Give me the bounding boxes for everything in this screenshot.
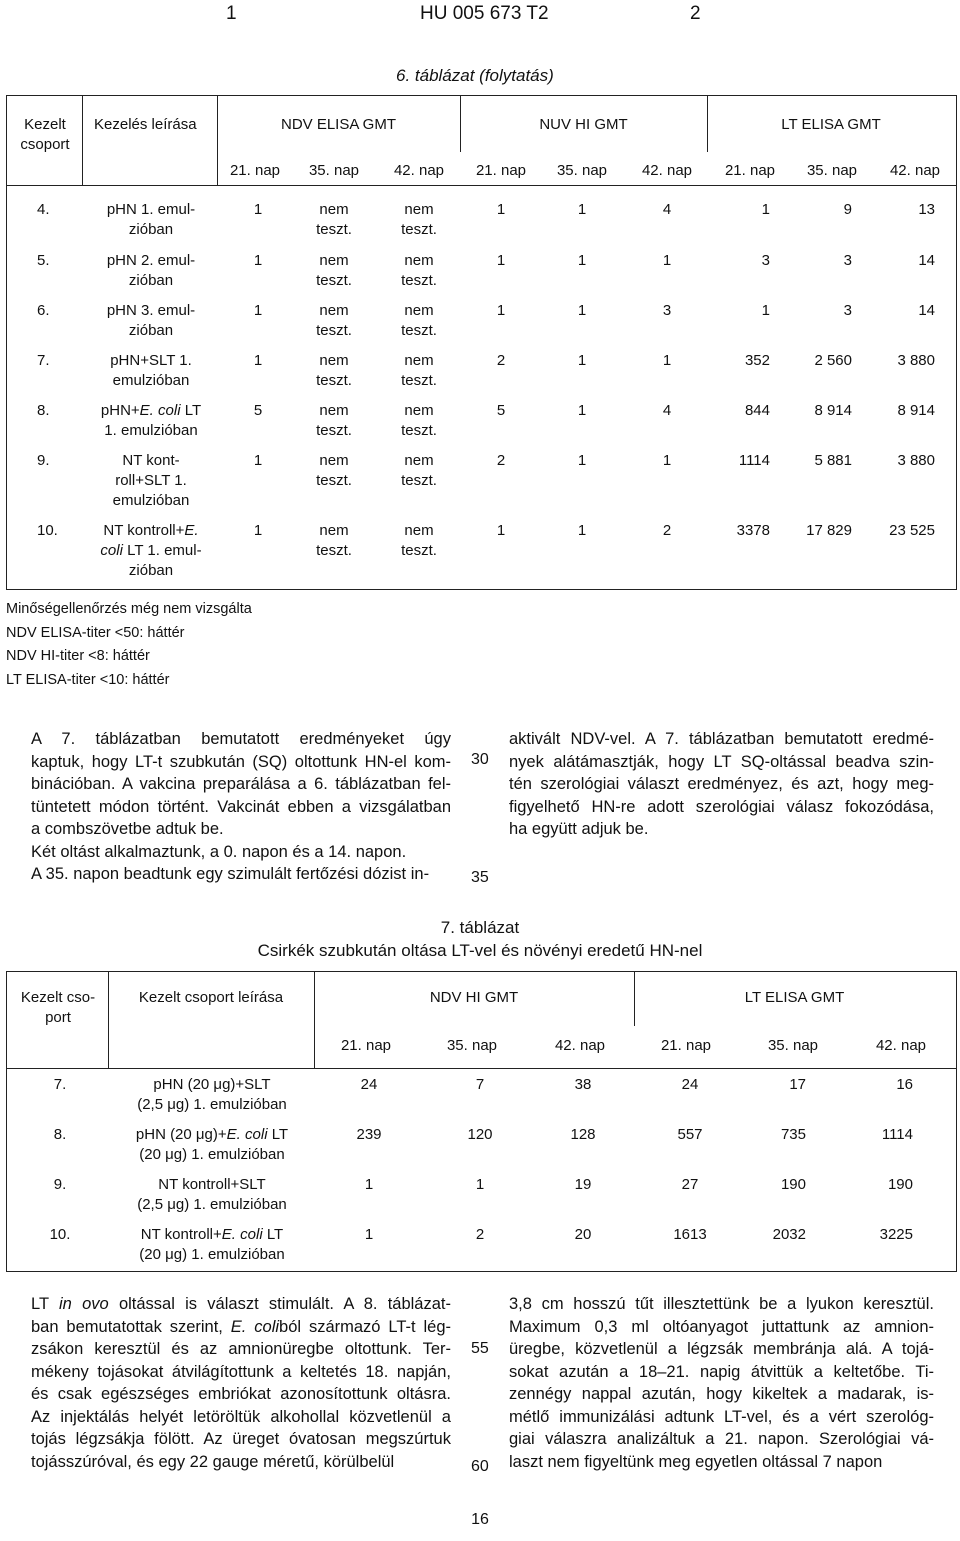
value-cell: 2 bbox=[662, 522, 672, 539]
ndv-42: nem teszt. bbox=[401, 522, 437, 559]
text-line: ha együtt adjuk be. bbox=[509, 820, 649, 838]
ndv-42: nem teszt. bbox=[401, 302, 437, 339]
ndv-42: nem teszt. bbox=[401, 402, 437, 439]
value-cell: 1 bbox=[761, 201, 770, 218]
row-group: 8. bbox=[53, 1126, 67, 1143]
row-group: 10. bbox=[49, 1226, 71, 1243]
value-cell: 735 bbox=[780, 1126, 806, 1143]
text-line: kaptuk, hogy LT-t szubkután (SQ) oltottunk HN-el kom- bbox=[31, 752, 451, 771]
row-group: 9. bbox=[53, 1176, 67, 1193]
row-description: pHN 2. emul- zióban bbox=[106, 252, 196, 289]
row-description: NT kontroll+SLT (2,5 μg) 1. emulzióban bbox=[137, 1176, 287, 1213]
page-number: 16 bbox=[471, 1511, 489, 1528]
value-cell: 8 914 bbox=[814, 402, 852, 419]
value-cell: 5 881 bbox=[814, 452, 852, 469]
ndv-42: nem teszt. bbox=[401, 452, 437, 489]
line-number-30: 30 bbox=[471, 751, 489, 768]
value-cell: 1 bbox=[364, 1226, 374, 1243]
value-cell: 844 bbox=[744, 402, 770, 419]
value-cell: 8 914 bbox=[897, 402, 935, 419]
text-line: Maximum 0,3 ml oltóanyagot juttattunk az amnion- bbox=[509, 1317, 934, 1336]
text-line: sokat azután a 18–21. napig átvittük a keltetőbe. Ti- bbox=[509, 1362, 934, 1381]
text-line: A 35. napon beadtunk egy szimulált fertőzési dózist in- bbox=[31, 865, 430, 883]
value-cell: 3 bbox=[662, 302, 672, 319]
row-group: 9. bbox=[37, 452, 50, 469]
table7-day-header: 21. nap bbox=[340, 1037, 392, 1054]
value-cell: 190 bbox=[780, 1176, 806, 1193]
text-line: tén szerológiai választ eredményez, és azt, hogy meg- bbox=[509, 775, 934, 793]
text-line: 3,8 cm hosszú tűt illesztettünk be a lyukon keresztül. bbox=[509, 1295, 934, 1313]
table6-day-header: 35. nap bbox=[308, 162, 360, 179]
text-line: ban bemutatottak szerint, E. coliból származó LT-t lég- bbox=[31, 1317, 451, 1336]
value-cell: 1 bbox=[496, 302, 506, 319]
table7-header-desc: Kezelt csoport leírása bbox=[138, 989, 284, 1006]
body-text-right-2 bbox=[509, 1293, 934, 1473]
value-cell: 3 bbox=[843, 302, 852, 319]
ndv-42: nem teszt. bbox=[401, 352, 437, 389]
table6-day-header: 21. nap bbox=[229, 162, 281, 179]
row-description: pHN 3. emul- zióban bbox=[106, 302, 196, 339]
value-cell: 1 bbox=[577, 402, 587, 419]
text-line: Az injektálás helyét letöröltük alkohollal közvetlenül a bbox=[31, 1407, 451, 1426]
table7-caption-title: Csirkék szubkután oltása LT-vel és növényi eredetű HN-nel bbox=[257, 941, 703, 960]
text-line: a combszövetbe adtuk be. bbox=[31, 820, 224, 838]
value-cell: 3 bbox=[761, 252, 770, 269]
row-description: pHN (20 μg)+E. coli LT (20 μg) 1. emulzióban bbox=[135, 1126, 289, 1163]
text-line: zennégy nappal azután, hogy kikeltek a madarak, is- bbox=[509, 1385, 934, 1403]
text-line: nyek alátámasztják, hogy LT SQ-oltással beadva szin- bbox=[509, 752, 934, 771]
value-cell: 2 bbox=[475, 1226, 485, 1243]
table7-header-ndv: NDV HI GMT bbox=[429, 989, 519, 1006]
ndv-35: nem teszt. bbox=[316, 402, 352, 439]
table7-caption-number: 7. táblázat bbox=[440, 918, 520, 937]
value-cell: 5 bbox=[496, 402, 506, 419]
value-cell: 7 bbox=[475, 1076, 485, 1093]
row-group: 7. bbox=[37, 352, 50, 369]
row-description: pHN+E. coli LT 1. emulzióban bbox=[100, 402, 202, 439]
value-cell: 190 bbox=[887, 1176, 913, 1193]
value-cell: 24 bbox=[360, 1076, 378, 1093]
value-cell: 24 bbox=[681, 1076, 699, 1093]
ndv-21: 1 bbox=[253, 352, 263, 369]
text-line: tojás légzsákja fölött. Az üreget óvatosan megszúrtuk bbox=[31, 1430, 451, 1448]
value-cell: 16 bbox=[896, 1076, 913, 1093]
ndv-35: nem teszt. bbox=[316, 352, 352, 389]
ndv-21: 1 bbox=[253, 452, 263, 469]
row-description: NT kontroll+E. coli LT 1. emul- zióban bbox=[100, 522, 202, 579]
value-cell: 1 bbox=[577, 352, 587, 369]
row-description: NT kont- roll+SLT 1. emulzióban bbox=[112, 452, 190, 509]
text-line: LT in ovo oltással is választ stimulált. A 8. táblázat- bbox=[31, 1295, 451, 1313]
table6-header-lt: LT ELISA GMT bbox=[781, 116, 881, 133]
row-description: pHN 1. emul- zióban bbox=[106, 201, 196, 238]
value-cell: 38 bbox=[574, 1076, 592, 1093]
table6-note: LT ELISA-titer <10: háttér bbox=[6, 671, 170, 688]
ndv-35: nem teszt. bbox=[316, 201, 352, 238]
text-line: zsákon keresztül és az amnionüregbe oltottunk. Ter- bbox=[31, 1340, 451, 1358]
text-line: binációban. A vakcina preparálása a 6. táblázatban fel- bbox=[31, 775, 451, 793]
table7-day-header: 35. nap bbox=[446, 1037, 498, 1054]
table6-day-header: 35. nap bbox=[806, 162, 858, 179]
value-cell: 352 bbox=[744, 352, 770, 369]
value-cell: 1 bbox=[662, 252, 672, 269]
value-cell: 1 bbox=[577, 201, 587, 218]
page-number-left: 1 bbox=[226, 3, 237, 24]
value-cell: 557 bbox=[677, 1126, 703, 1143]
table6-note: Minőségellenőrzés még nem vizsgálta bbox=[6, 601, 252, 617]
ndv-21: 5 bbox=[253, 402, 263, 419]
value-cell: 14 bbox=[918, 302, 935, 319]
text-line: tojásszúróval, és egy 22 gauge méretű, körülbelül bbox=[31, 1452, 395, 1471]
value-cell: 4 bbox=[662, 402, 672, 419]
table6-day-header: 21. nap bbox=[724, 162, 776, 179]
value-cell: 9 bbox=[843, 201, 852, 218]
text-line: giai válaszra analizáltuk a 21. napon. Szerológiai vá- bbox=[509, 1430, 934, 1448]
line-number-60: 60 bbox=[471, 1458, 489, 1475]
value-cell: 1 bbox=[496, 522, 506, 539]
text-line: aktivált NDV-vel. A 7. táblázatban bemutatott eredmé- bbox=[509, 730, 934, 748]
value-cell: 23 525 bbox=[889, 522, 935, 539]
ndv-21: 1 bbox=[253, 201, 263, 218]
row-group: 5. bbox=[37, 252, 50, 269]
value-cell: 1 bbox=[475, 1176, 485, 1193]
table6-day-header: 21. nap bbox=[475, 162, 527, 179]
ndv-35: nem teszt. bbox=[316, 252, 352, 289]
value-cell: 3225 bbox=[879, 1226, 913, 1243]
text-line: Két oltást alkalmaztunk, a 0. napon és a 14. napon. bbox=[31, 842, 407, 861]
value-cell: 1 bbox=[761, 302, 770, 319]
ndv-21: 1 bbox=[253, 522, 263, 539]
value-cell: 1 bbox=[662, 352, 672, 369]
table7-header-group: Kezelt cso- port bbox=[20, 989, 96, 1026]
value-cell: 1 bbox=[364, 1176, 374, 1193]
table6-header-desc: Kezelés leírása bbox=[94, 116, 197, 133]
table6-day-header: 42. nap bbox=[393, 162, 445, 179]
table6-note: NDV ELISA-titer <50: háttér bbox=[6, 624, 185, 641]
table7-day-header: 21. nap bbox=[660, 1037, 712, 1054]
line-number-35: 35 bbox=[471, 869, 489, 886]
value-cell: 13 bbox=[918, 201, 935, 218]
value-cell: 1 bbox=[496, 252, 506, 269]
value-cell: 2032 bbox=[772, 1226, 806, 1243]
value-cell: 1 bbox=[577, 302, 587, 319]
ndv-42: nem teszt. bbox=[401, 252, 437, 289]
ndv-42: nem teszt. bbox=[401, 201, 437, 238]
value-cell: 239 bbox=[356, 1126, 382, 1143]
row-group: 4. bbox=[37, 201, 50, 218]
text-line: A 7. táblázatban bemutatott eredményeket úgy bbox=[31, 730, 451, 748]
value-cell: 3378 bbox=[736, 522, 770, 539]
value-cell: 2 bbox=[496, 452, 506, 469]
body-text-right-1 bbox=[509, 728, 934, 841]
value-cell: 20 bbox=[574, 1226, 592, 1243]
value-cell: 1 bbox=[577, 252, 587, 269]
body-text-left-1 bbox=[31, 728, 451, 886]
row-description: NT kontroll+E. coli LT (20 μg) 1. emulzióban bbox=[139, 1226, 285, 1263]
row-description: pHN (20 μg)+SLT (2,5 μg) 1. emulzióban bbox=[137, 1076, 287, 1113]
value-cell: 120 bbox=[467, 1126, 493, 1143]
row-group: 6. bbox=[37, 302, 50, 319]
table7-day-header: 35. nap bbox=[767, 1037, 819, 1054]
value-cell: 3 880 bbox=[897, 452, 935, 469]
ndv-21: 1 bbox=[253, 252, 263, 269]
value-cell: 1114 bbox=[738, 452, 770, 469]
table6-caption: 6. táblázat (folytatás) bbox=[396, 66, 554, 85]
value-cell: 19 bbox=[574, 1176, 592, 1193]
value-cell: 4 bbox=[662, 201, 672, 218]
value-cell: 17 829 bbox=[806, 522, 852, 539]
value-cell: 1 bbox=[662, 452, 672, 469]
table6-header-nuv: NUV HI GMT bbox=[539, 116, 628, 133]
value-cell: 1613 bbox=[673, 1226, 707, 1243]
value-cell: 1114 bbox=[881, 1126, 913, 1143]
table6-note: NDV HI-titer <8: háttér bbox=[6, 648, 150, 664]
table7-day-header: 42. nap bbox=[554, 1037, 606, 1054]
table6-header-ndv: NDV ELISA GMT bbox=[280, 116, 397, 133]
value-cell: 14 bbox=[918, 252, 935, 269]
ndv-21: 1 bbox=[253, 302, 263, 319]
value-cell: 3 bbox=[843, 252, 852, 269]
row-group: 7. bbox=[53, 1076, 67, 1093]
value-cell: 17 bbox=[789, 1076, 806, 1093]
value-cell: 2 560 bbox=[814, 352, 852, 369]
table7-day-header: 42. nap bbox=[875, 1037, 927, 1054]
value-cell: 1 bbox=[577, 522, 587, 539]
text-line: és csak egészséges embriókat azonosítottunk oltásra. bbox=[31, 1385, 451, 1403]
row-description: pHN+SLT 1. emulzióban bbox=[110, 352, 192, 389]
table6-day-header: 42. nap bbox=[889, 162, 941, 179]
row-group: 8. bbox=[37, 402, 50, 419]
value-cell: 1 bbox=[496, 201, 506, 218]
text-line: tüntetett módon történt. Vakcinát ebben a vizsgálatban bbox=[31, 797, 451, 816]
ndv-35: nem teszt. bbox=[316, 522, 352, 559]
text-line: figyelhető HN-re adott szerológiai válasz fokozódása, bbox=[509, 797, 934, 816]
page-number-right: 2 bbox=[690, 3, 701, 24]
value-cell: 27 bbox=[681, 1176, 699, 1193]
body-text-left-2 bbox=[31, 1293, 451, 1473]
line-number-55: 55 bbox=[471, 1340, 489, 1357]
text-line: mékeny tojásokat átvilágítottunk a keltetés 18. napján, bbox=[31, 1362, 451, 1381]
text-line: métlő immunizálási adtunk LT-vel, és a vért szerológ- bbox=[509, 1407, 934, 1426]
value-cell: 3 880 bbox=[897, 352, 935, 369]
value-cell: 1 bbox=[577, 452, 587, 469]
document-id: HU 005 673 T2 bbox=[420, 3, 549, 24]
row-group: 10. bbox=[37, 522, 58, 539]
table6-day-header: 35. nap bbox=[556, 162, 608, 179]
value-cell: 128 bbox=[570, 1126, 596, 1143]
text-line: üregbe, közvetlenül a légzsák membránja alá. A tojá- bbox=[509, 1340, 934, 1358]
text-line: laszt nem figyeltünk meg egyetlen oltással 7 napon bbox=[509, 1452, 883, 1471]
table6-day-header: 42. nap bbox=[641, 162, 693, 179]
ndv-35: nem teszt. bbox=[316, 452, 352, 489]
value-cell: 2 bbox=[496, 352, 506, 369]
ndv-35: nem teszt. bbox=[316, 302, 352, 339]
table6-header-group: Kezelt csoport bbox=[20, 116, 70, 153]
table7-header-lt: LT ELISA GMT bbox=[744, 989, 845, 1006]
